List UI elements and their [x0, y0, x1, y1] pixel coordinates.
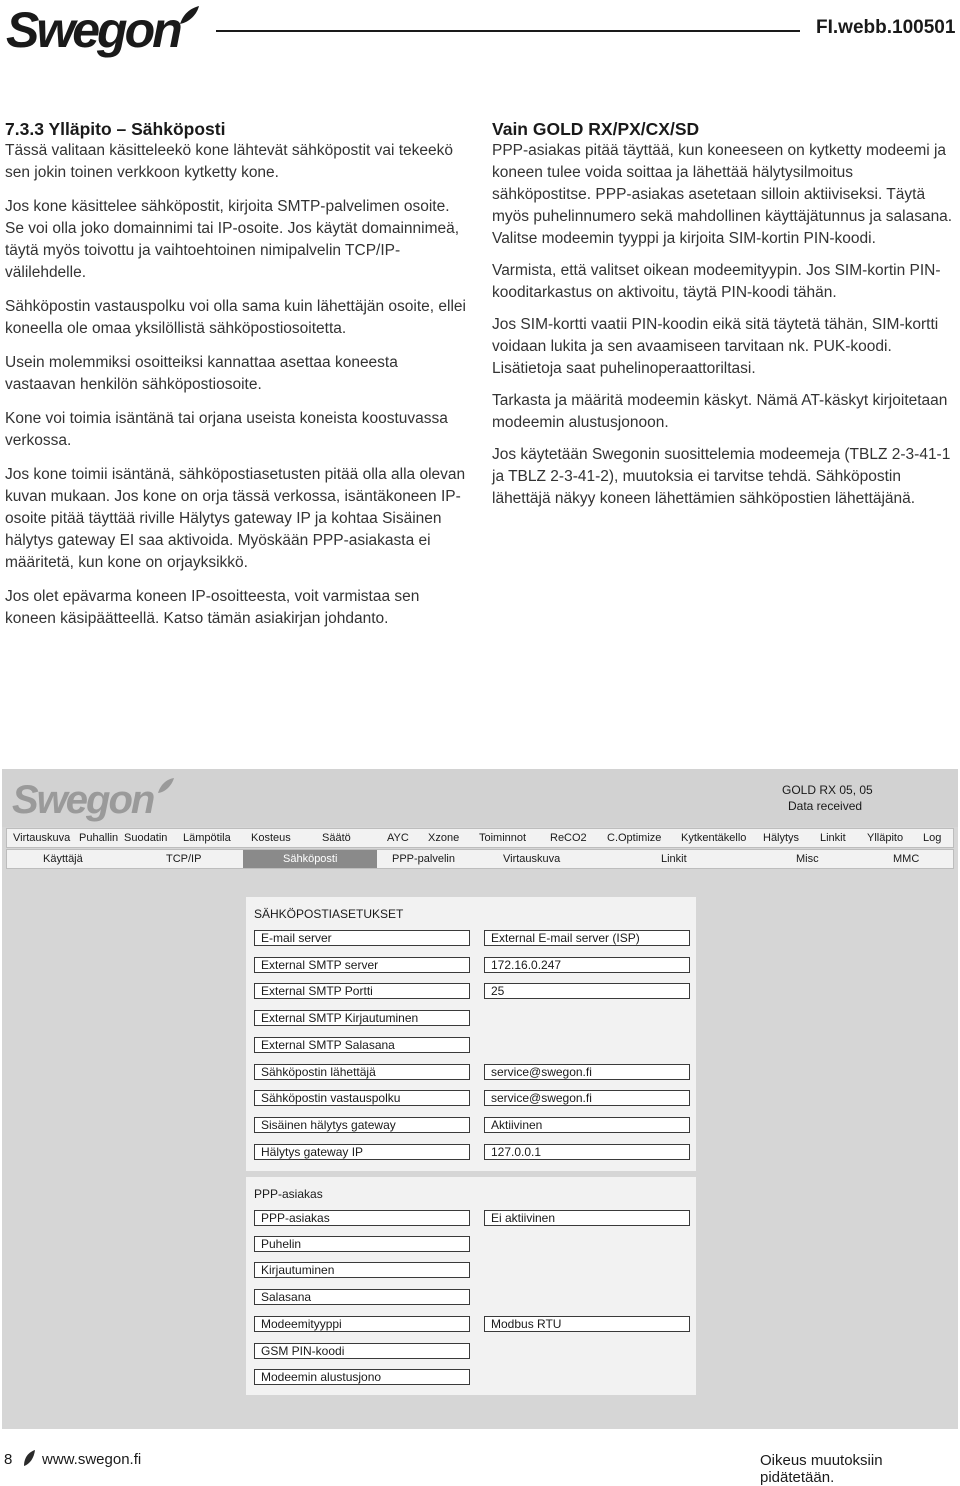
paragraph: Varmista, että valitset oikean modeemityypin. Jos SIM-kortin PIN-kooditarkastus on aktivoitu, täytä PIN-koodi tähän.	[492, 262, 941, 301]
tab-halytys[interactable]: Hälytys	[763, 832, 800, 844]
paragraph: Jos SIM-kortti vaatii PIN-koodin eikä sitä täytetä tähän, SIM-kortti voidaan lukita ja sen avaamiseen tarvitaan nk. PUK-koodi. Lisätietoja saat puhelinoperaattoriltasi.	[492, 316, 939, 377]
email-sender-input[interactable]: service@swegon.fi	[484, 1064, 690, 1080]
tab-kosteus[interactable]: Kosteus	[251, 832, 291, 844]
subtab-ppp-palvelin[interactable]: PPP-palvelin	[392, 853, 455, 865]
reply-path-label: Sähköpostin vastauspolku	[254, 1090, 470, 1106]
email-settings-title: SÄHKÖPOSTIASETUKSET	[254, 907, 404, 921]
paragraph: Sähköpostin vastauspolku voi olla sama kuin lähettäjän osoite, ellei koneella ole omaa yksilöllistä sähköpostiosoitetta.	[5, 298, 466, 337]
subtab-linkit[interactable]: Linkit	[661, 853, 687, 865]
subtab-mmc[interactable]: MMC	[893, 853, 920, 865]
email-sender-label: Sähköpostin lähettäjä	[254, 1064, 470, 1080]
paragraph: Usein molemmiksi osoitteiksi kannattaa asettaa koneesta vastaavan henkilön sähköpostiosoite.	[5, 354, 398, 393]
subtab-kayttaja[interactable]: Käyttäjä	[43, 853, 83, 865]
subtab-misc[interactable]: Misc	[796, 853, 819, 865]
tab-suodatin[interactable]: Suodatin	[124, 832, 168, 844]
paragraph: Tarkasta ja määritä modeemin käskyt. Nämä AT-käskyt kirjoitetaan modeemin alustusjonoon.	[492, 392, 948, 431]
gateway-ip-label: Hälytys gateway IP	[254, 1144, 470, 1160]
ppp-client-title: PPP-asiakas	[254, 1187, 323, 1201]
password-label: Salasana	[254, 1289, 470, 1305]
tab-reco2[interactable]: ReCO2	[550, 832, 587, 844]
tab-ayc[interactable]: AYC	[387, 832, 409, 844]
svg-text:Swegon: Swegon	[6, 2, 180, 58]
modem-init-label: Modeemin alustusjono	[254, 1369, 470, 1385]
svg-text:Swegon: Swegon	[12, 778, 154, 822]
paragraph: Tässä valitaan käsitteleekö kone lähtevät sähköpostit vai tekeekö sen jokin toinen verkkoon kytketty kone.	[5, 142, 454, 181]
login-label: Kirjautuminen	[254, 1262, 470, 1278]
web-interface-screenshot	[2, 769, 958, 1429]
internal-gateway-label: Sisäinen hälytys gateway	[254, 1117, 470, 1133]
paragraph: Jos kone käsittelee sähköpostit, kirjoita SMTP-palvelimen osoite. Se voi olla joko domainnimi tai IP-osoite. Jos käytät domainnimeä, täytä myös toivottu ja vaihtoehtoinen nimipalvelin TCP/IP-välilehdelle.	[5, 198, 460, 281]
swegon-logo	[4, 2, 204, 56]
tab-toiminnot[interactable]: Toiminnot	[479, 832, 527, 844]
ppp-client-label: PPP-asiakas	[254, 1210, 470, 1226]
tab-kytkentakello[interactable]: Kytkentäkello	[681, 832, 747, 844]
tab-coptimize[interactable]: C.Optimize	[607, 832, 662, 844]
subtab-tcpip[interactable]: TCP/IP	[166, 853, 202, 865]
leaf-icon	[22, 1449, 36, 1467]
tab-virtauskuva[interactable]: Virtauskuva	[13, 832, 71, 844]
tab-xzone[interactable]: Xzone	[428, 832, 460, 844]
paragraph: PPP-asiakas pitää täyttää, kun koneeseen on kytketty modeemi ja koneen tulee voida soittaa ja lähettää hälytysilmoitus sähköpostitse. PPP-asiakas asetetaan silloin aktiiviseksi. Täytä myös puhelinnumero sekä mahdollinen käyttäjätunnus ja salasana. Valitse modeemin tyyppi ja kirjoita SIM-kortin PIN-koodi.	[492, 142, 953, 247]
subtab-virtauskuva[interactable]: Virtauskuva	[503, 853, 561, 865]
smtp-server-label: External SMTP server	[254, 957, 470, 973]
email-server-select[interactable]: External E-mail server (ISP)	[484, 930, 690, 946]
sub-tab-bar	[6, 849, 954, 869]
reply-path-input[interactable]: service@swegon.fi	[484, 1090, 690, 1106]
right-column	[492, 118, 954, 520]
website-url[interactable]: www.swegon.fi	[42, 1451, 142, 1468]
left-column	[5, 118, 467, 642]
smtp-login-label: External SMTP Kirjautuminen	[254, 1010, 470, 1026]
unit-model: GOLD RX 05, 05	[782, 783, 873, 797]
tab-log[interactable]: Log	[923, 832, 942, 844]
smtp-server-input[interactable]: 172.16.0.247	[484, 957, 690, 973]
subsection-heading: Vain GOLD RX/PX/CX/SD	[492, 119, 700, 139]
modem-type-label: Modeemityyppi	[254, 1316, 470, 1332]
connection-status: Data received	[788, 799, 863, 813]
internal-gateway-select[interactable]: Aktiivinen	[484, 1117, 690, 1133]
paragraph: Kone voi toimia isäntänä tai orjana useista koneista koostuvassa verkossa.	[5, 410, 448, 449]
email-settings-panel	[246, 897, 696, 1171]
swegon-logo	[10, 775, 178, 821]
phone-label: Puhelin	[254, 1236, 470, 1252]
screenshot-header	[2, 769, 958, 827]
smtp-password-label: External SMTP Salasana	[254, 1037, 470, 1053]
ppp-client-select[interactable]: Ei aktiivinen	[484, 1210, 690, 1226]
tab-linkit[interactable]: Linkit	[820, 832, 846, 844]
main-tab-bar	[6, 828, 954, 848]
gsm-pin-label: GSM PIN-koodi	[254, 1343, 470, 1359]
page-number: 8	[4, 1451, 13, 1468]
modem-type-select[interactable]: Modbus RTU	[484, 1316, 690, 1332]
header-rule	[216, 30, 800, 32]
tab-yllapito[interactable]: Ylläpito	[867, 832, 904, 844]
ppp-client-panel	[246, 1177, 696, 1395]
section-heading: 7.3.3 Ylläpito – Sähköposti	[5, 119, 226, 139]
paragraph: Jos käytetään Swegonin suosittelemia modeemeja (TBLZ 2-3-41-1 ja TBLZ 2-3-41-2), muutoksia ei tarvitse tehdä. Sähköpostin lähettäjä näkyy koneen lähettämien sähköpostien lähettäjänä.	[492, 446, 951, 507]
smtp-port-input[interactable]: 25	[484, 983, 690, 999]
smtp-port-label: External SMTP Portti	[254, 983, 470, 999]
tab-lampotila[interactable]: Lämpötila	[183, 832, 231, 844]
subtab-sahkoposti[interactable]: Sähköposti	[283, 853, 338, 865]
document-code: FI.webb.100501	[816, 17, 956, 38]
tab-puhallin[interactable]: Puhallin	[79, 832, 119, 844]
paragraph: Jos kone toimii isäntänä, sähköpostiasetusten pitää olla alla olevan kuvan mukaan. Jos kone on orja tässä verkossa, isäntäkoneen IP-osoite pitää täyttää riville Hälytys gateway IP ja kohtaa Sisäinen hälytys gateway EI saa aktivoida. Myöskään PPP-asiakasta ei määritetä, kun kone on orjayksikkö.	[5, 466, 466, 571]
footer-note: Oikeus muutoksiin pidätetään.	[760, 1452, 883, 1486]
paragraph: Jos olet epävarma koneen IP-osoitteesta, voit varmistaa sen koneen käsipäätteellä. Katso tämän asiakirjan johdanto.	[5, 588, 420, 627]
tab-saato[interactable]: Säätö	[322, 832, 351, 844]
email-server-label: E-mail server	[254, 930, 470, 946]
gateway-ip-input[interactable]: 127.0.0.1	[484, 1144, 690, 1160]
